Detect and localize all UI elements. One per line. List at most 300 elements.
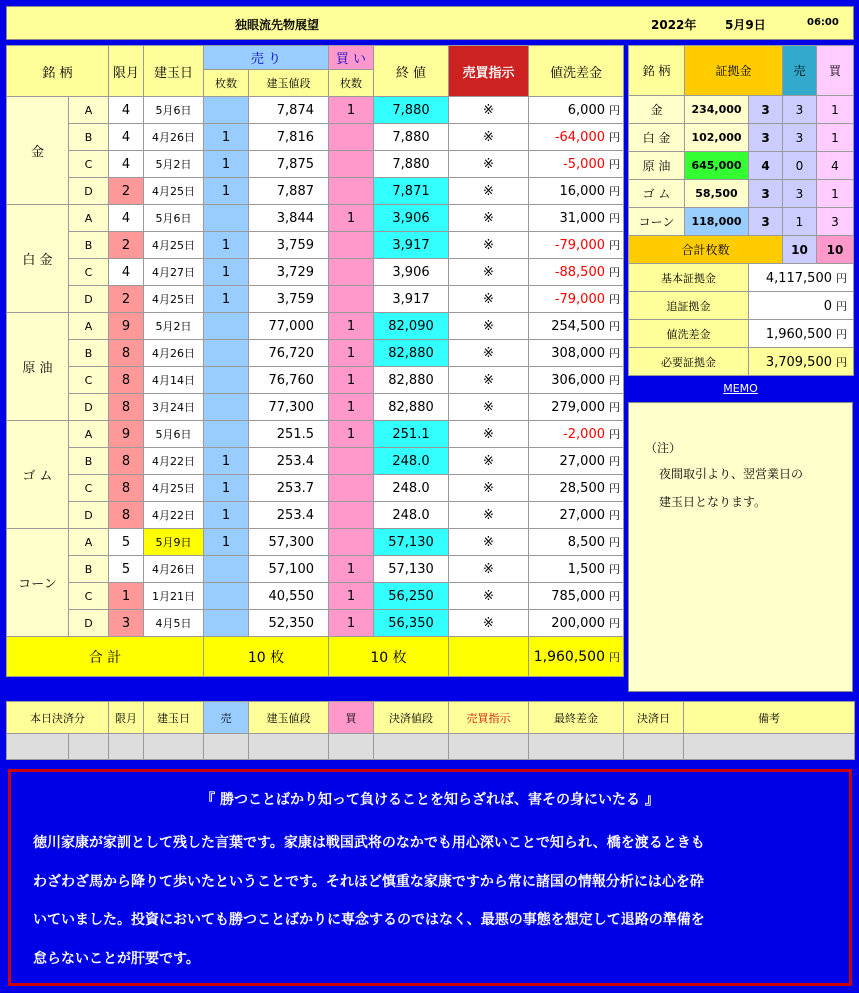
yen-unit: 円	[609, 563, 620, 576]
margin-total-buy: 10	[817, 236, 854, 264]
contract-label: A	[69, 313, 109, 340]
entry-price: 76,720	[249, 340, 329, 367]
margin-total-sell: 10	[783, 236, 817, 264]
entry-price: 3,729	[249, 259, 329, 286]
settle-empty-cell	[529, 734, 624, 760]
summary-amount: 3,709,500	[765, 354, 832, 370]
header-instruction[interactable]: 売買指示	[449, 46, 529, 97]
header-close: 終 値	[374, 46, 449, 97]
yen-unit: 円	[609, 482, 620, 495]
entry-price: 7,875	[249, 151, 329, 178]
diff-value: -5,000	[563, 157, 605, 172]
entry-date: 5月2日	[144, 151, 204, 178]
diff-value: 16,000	[559, 184, 605, 199]
settle-header: 備考	[684, 702, 855, 734]
table-row	[7, 232, 624, 259]
mark-to-market-diff	[529, 178, 624, 205]
margin-amount: 234,000	[685, 96, 749, 124]
entry-price: 57,100	[249, 556, 329, 583]
sell-count	[204, 340, 249, 367]
yen-unit: 円	[609, 401, 620, 414]
settle-empty-cell	[624, 734, 684, 760]
trade-instruction: ※	[449, 151, 529, 178]
diff-value: -79,000	[554, 292, 605, 307]
mark-to-market-diff	[529, 259, 624, 286]
buy-count	[329, 502, 374, 529]
mark-to-market-diff	[529, 151, 624, 178]
close-price: 56,350	[374, 610, 449, 637]
mark-to-market-diff	[529, 583, 624, 610]
summary-label: 基本証拠金	[629, 264, 749, 292]
entry-date: 4月26日	[144, 340, 204, 367]
buy-count: 1	[329, 583, 374, 610]
settle-empty-cell	[684, 734, 855, 760]
margin-summary-row	[629, 320, 854, 348]
summary-amount: 4,117,500	[765, 270, 832, 286]
buy-count: 1	[329, 367, 374, 394]
sell-count	[204, 97, 249, 124]
commodity-name: ゴ ム	[7, 421, 69, 529]
yen-unit: 円	[609, 239, 620, 252]
contract-label: B	[69, 448, 109, 475]
buy-count: 1	[329, 610, 374, 637]
entry-date: 4月22日	[144, 502, 204, 529]
trade-instruction: ※	[449, 610, 529, 637]
summary-label: 追証拠金	[629, 292, 749, 320]
mark-to-market-diff	[529, 502, 624, 529]
contract-label: D	[69, 394, 109, 421]
table-row	[7, 97, 624, 124]
trade-instruction: ※	[449, 232, 529, 259]
buy-count	[329, 448, 374, 475]
contract-label: A	[69, 421, 109, 448]
summary-value	[749, 320, 854, 348]
sell-count: 1	[204, 151, 249, 178]
entry-date: 3月24日	[144, 394, 204, 421]
entry-date: 5月6日	[144, 97, 204, 124]
header-entry-date: 建玉日	[144, 46, 204, 97]
yen-unit: 円	[609, 617, 620, 630]
settle-header: 本日決済分	[7, 702, 109, 734]
entry-price: 3,759	[249, 286, 329, 313]
yen-unit: 円	[609, 536, 620, 549]
buy-count: 1	[329, 313, 374, 340]
sell-count: 1	[204, 502, 249, 529]
diff-value: 785,000	[551, 589, 605, 604]
diff-value: -2,000	[563, 427, 605, 442]
margin-sell: 3	[783, 96, 817, 124]
entry-price: 77,000	[249, 313, 329, 340]
close-price: 82,880	[374, 340, 449, 367]
contract-month: 8	[109, 340, 144, 367]
mark-to-market-diff	[529, 286, 624, 313]
margin-summary-row	[629, 264, 854, 292]
table-row	[7, 394, 624, 421]
table-row	[7, 448, 624, 475]
memo-link[interactable]: MEMO	[723, 382, 758, 395]
contract-label: C	[69, 367, 109, 394]
entry-date: 4月14日	[144, 367, 204, 394]
yen-unit: 円	[609, 185, 620, 198]
yen-unit: 円	[609, 104, 620, 117]
margin-header-sell: 売	[783, 46, 817, 96]
close-price: 248.0	[374, 475, 449, 502]
mark-to-market-diff	[529, 529, 624, 556]
total-diff-value: 1,960,500	[533, 648, 605, 665]
entry-date: 5月6日	[144, 205, 204, 232]
yen-unit: 円	[609, 374, 620, 387]
contract-label: B	[69, 124, 109, 151]
total-diff	[529, 637, 624, 677]
close-price: 7,880	[374, 124, 449, 151]
header-brand: 銘 柄	[7, 46, 109, 97]
close-price: 248.0	[374, 502, 449, 529]
entry-date: 4月27日	[144, 259, 204, 286]
table-row	[7, 475, 624, 502]
table-row	[7, 178, 624, 205]
margin-sell: 0	[783, 152, 817, 180]
sell-count	[204, 421, 249, 448]
trade-instruction: ※	[449, 286, 529, 313]
settle-header: 建玉日	[144, 702, 204, 734]
summary-label: 必要証拠金	[629, 348, 749, 376]
entry-date: 4月26日	[144, 556, 204, 583]
memo-line-1: 夜間取引より、翌営業日の	[659, 467, 804, 481]
yen-unit: 円	[609, 509, 620, 522]
margin-commodity: コーン	[629, 208, 685, 236]
mark-to-market-diff	[529, 394, 624, 421]
close-price: 57,130	[374, 556, 449, 583]
table-row	[7, 151, 624, 178]
header-buy-count: 枚数	[329, 70, 374, 97]
margin-row	[629, 96, 854, 124]
entry-date: 5月9日	[144, 529, 204, 556]
contract-month: 9	[109, 313, 144, 340]
summary-value	[749, 348, 854, 376]
entry-date: 5月6日	[144, 421, 204, 448]
entry-price: 52,350	[249, 610, 329, 637]
mark-to-market-diff	[529, 313, 624, 340]
commodity-name: 原 油	[7, 313, 69, 421]
close-price: 3,906	[374, 259, 449, 286]
contract-label: C	[69, 151, 109, 178]
commodity-name: 金	[7, 97, 69, 205]
sell-count	[204, 583, 249, 610]
table-row	[7, 259, 624, 286]
table-row	[7, 286, 624, 313]
entry-price: 3,844	[249, 205, 329, 232]
diff-value: -88,500	[554, 265, 605, 280]
total-sell: 10 枚	[204, 637, 329, 677]
header-diff: 値洗差金	[529, 46, 624, 97]
trade-instruction: ※	[449, 448, 529, 475]
total-buy: 10 枚	[329, 637, 449, 677]
table-row	[7, 556, 624, 583]
entry-date: 4月25日	[144, 286, 204, 313]
contract-month: 8	[109, 367, 144, 394]
table-row	[7, 313, 624, 340]
trade-instruction: ※	[449, 178, 529, 205]
margin-amount: 58,500	[685, 180, 749, 208]
contract-month: 9	[109, 421, 144, 448]
sell-count	[204, 367, 249, 394]
contract-month: 2	[109, 178, 144, 205]
entry-price: 7,816	[249, 124, 329, 151]
entry-price: 253.4	[249, 502, 329, 529]
contract-month: 8	[109, 448, 144, 475]
margin-summary-row	[629, 348, 854, 376]
buy-count: 1	[329, 556, 374, 583]
sell-count: 1	[204, 475, 249, 502]
contract-month: 2	[109, 286, 144, 313]
settle-empty-cell	[249, 734, 329, 760]
trade-instruction: ※	[449, 502, 529, 529]
contract-label: C	[69, 583, 109, 610]
yen-unit: 円	[836, 355, 847, 369]
margin-header-margin: 証拠金	[685, 46, 783, 96]
table-row	[7, 205, 624, 232]
buy-count: 1	[329, 205, 374, 232]
trade-instruction: ※	[449, 367, 529, 394]
table-row	[7, 340, 624, 367]
margin-count: 3	[749, 180, 783, 208]
settlement-table	[6, 701, 855, 760]
mark-to-market-diff	[529, 97, 624, 124]
diff-value: 308,000	[551, 346, 605, 361]
table-row	[7, 124, 624, 151]
total-label: 合 計	[7, 637, 204, 677]
mark-to-market-diff	[529, 475, 624, 502]
page-title: 独眼流先物展望	[235, 18, 320, 32]
memo-line-2: 建玉日となります。	[659, 495, 767, 509]
margin-commodity: ゴ ム	[629, 180, 685, 208]
close-price: 82,090	[374, 313, 449, 340]
header-buy: 買 い	[329, 46, 374, 70]
entry-price: 57,300	[249, 529, 329, 556]
buy-count	[329, 259, 374, 286]
summary-label: 値洗差金	[629, 320, 749, 348]
entry-date: 4月25日	[144, 178, 204, 205]
diff-value: 31,000	[559, 211, 605, 226]
margin-commodity: 金	[629, 96, 685, 124]
margin-amount: 645,000	[685, 152, 749, 180]
margin-buy: 1	[817, 124, 854, 152]
quote-line: いていました。投資においても勝つことばかりに専念するのではなく、最悪の事態を想定して退路の準備を	[33, 912, 705, 928]
table-row	[7, 421, 624, 448]
margin-count: 4	[749, 152, 783, 180]
contract-label: A	[69, 205, 109, 232]
sell-count: 1	[204, 448, 249, 475]
sell-count: 1	[204, 178, 249, 205]
buy-count: 1	[329, 421, 374, 448]
trade-instruction: ※	[449, 124, 529, 151]
summary-amount: 0	[823, 298, 832, 314]
yen-unit: 円	[609, 293, 620, 306]
table-row	[7, 529, 624, 556]
buy-count: 1	[329, 97, 374, 124]
contract-month: 4	[109, 259, 144, 286]
settle-empty-cell	[374, 734, 449, 760]
margin-amount: 102,000	[685, 124, 749, 152]
mark-to-market-diff	[529, 448, 624, 475]
table-row	[7, 583, 624, 610]
entry-price: 40,550	[249, 583, 329, 610]
diff-value: 279,000	[551, 400, 605, 415]
sell-count	[204, 394, 249, 421]
settle-header: 決済日	[624, 702, 684, 734]
sell-count: 1	[204, 124, 249, 151]
margin-row	[629, 208, 854, 236]
trade-instruction: ※	[449, 421, 529, 448]
close-price: 248.0	[374, 448, 449, 475]
trade-instruction: ※	[449, 583, 529, 610]
trade-instruction: ※	[449, 205, 529, 232]
contract-month: 8	[109, 502, 144, 529]
sell-count: 1	[204, 259, 249, 286]
diff-value: 200,000	[551, 616, 605, 631]
contract-label: A	[69, 529, 109, 556]
settle-empty-cell	[7, 734, 69, 760]
yen-unit: 円	[609, 320, 620, 333]
summary-value	[749, 292, 854, 320]
close-price: 3,917	[374, 232, 449, 259]
contract-month: 3	[109, 610, 144, 637]
entry-date: 5月2日	[144, 313, 204, 340]
buy-count	[329, 286, 374, 313]
trade-instruction: ※	[449, 529, 529, 556]
header-entry-price: 建玉値段	[249, 70, 329, 97]
buy-count	[329, 232, 374, 259]
sell-count: 1	[204, 529, 249, 556]
sell-count	[204, 556, 249, 583]
trade-instruction: ※	[449, 340, 529, 367]
margin-count: 3	[749, 208, 783, 236]
margin-buy: 3	[817, 208, 854, 236]
contract-month: 4	[109, 97, 144, 124]
settle-empty-cell	[449, 734, 529, 760]
margin-commodity: 白 金	[629, 124, 685, 152]
entry-price: 77,300	[249, 394, 329, 421]
close-price: 251.1	[374, 421, 449, 448]
settle-header: 決済値段	[374, 702, 449, 734]
margin-header-brand: 銘 柄	[629, 46, 685, 96]
margin-sell: 3	[783, 124, 817, 152]
quote-body	[33, 824, 833, 978]
summary-value	[749, 264, 854, 292]
mark-to-market-diff	[529, 340, 624, 367]
mark-to-market-diff	[529, 124, 624, 151]
title-bar	[6, 6, 854, 40]
yen-unit: 円	[609, 347, 620, 360]
entry-price: 3,759	[249, 232, 329, 259]
margin-total-row	[629, 236, 854, 264]
diff-value: -64,000	[554, 130, 605, 145]
memo-note-label: （注）	[645, 441, 682, 455]
yen-unit: 円	[609, 455, 620, 468]
quote-box	[8, 769, 852, 986]
entry-date: 4月25日	[144, 475, 204, 502]
buy-count: 1	[329, 394, 374, 421]
close-price: 82,880	[374, 394, 449, 421]
contract-month: 4	[109, 124, 144, 151]
quote-line: わざわざ馬から降りて歩いたということです。それほど慎重な家康ですから常に諸国の情報分析には心を砕	[33, 873, 704, 890]
yen-unit: 円	[836, 299, 847, 313]
yen-unit: 円	[609, 131, 620, 144]
close-price: 7,880	[374, 151, 449, 178]
margin-total-label: 合計枚数	[629, 236, 783, 264]
settle-empty-cell	[204, 734, 249, 760]
trade-instruction: ※	[449, 556, 529, 583]
yen-unit: 円	[836, 327, 847, 341]
yen-unit: 円	[609, 428, 620, 441]
close-price: 56,250	[374, 583, 449, 610]
contract-label: A	[69, 97, 109, 124]
trade-instruction: ※	[449, 394, 529, 421]
contract-month: 2	[109, 232, 144, 259]
sell-count: 1	[204, 286, 249, 313]
title-time: 06:00	[807, 17, 839, 28]
diff-value: 306,000	[551, 373, 605, 388]
sell-count	[204, 313, 249, 340]
contract-month: 5	[109, 556, 144, 583]
margin-header-buy: 買	[817, 46, 854, 96]
settle-header: 売買指示	[449, 702, 529, 734]
yen-unit: 円	[609, 266, 620, 279]
margin-buy: 1	[817, 96, 854, 124]
positions-table	[6, 45, 624, 677]
mark-to-market-diff	[529, 232, 624, 259]
header-month: 限月	[109, 46, 144, 97]
yen-unit: 円	[609, 650, 620, 664]
table-row	[7, 610, 624, 637]
contract-label: D	[69, 610, 109, 637]
entry-date: 4月25日	[144, 232, 204, 259]
margin-row	[629, 180, 854, 208]
contract-label: B	[69, 556, 109, 583]
entry-date: 4月5日	[144, 610, 204, 637]
sell-count: 1	[204, 232, 249, 259]
trade-instruction: ※	[449, 313, 529, 340]
trade-instruction: ※	[449, 259, 529, 286]
trade-instruction: ※	[449, 475, 529, 502]
close-price: 57,130	[374, 529, 449, 556]
mark-to-market-diff	[529, 367, 624, 394]
margin-table	[628, 45, 854, 376]
margin-sell: 1	[783, 208, 817, 236]
settle-header: 売	[204, 702, 249, 734]
entry-price: 76,760	[249, 367, 329, 394]
settle-header: 限月	[109, 702, 144, 734]
buy-count: 1	[329, 340, 374, 367]
close-price: 3,917	[374, 286, 449, 313]
buy-count	[329, 151, 374, 178]
contract-label: D	[69, 286, 109, 313]
contract-label: D	[69, 178, 109, 205]
entry-price: 7,887	[249, 178, 329, 205]
title-date: 5月9日	[725, 18, 766, 32]
entry-price: 253.4	[249, 448, 329, 475]
contract-label: C	[69, 259, 109, 286]
diff-value: 27,000	[559, 454, 605, 469]
diff-value: 28,500	[559, 481, 605, 496]
settle-empty-cell	[109, 734, 144, 760]
close-price: 7,880	[374, 97, 449, 124]
mark-to-market-diff	[529, 205, 624, 232]
quote-line: 怠らないことが肝要です。	[33, 950, 200, 967]
contract-label: B	[69, 340, 109, 367]
diff-value: -79,000	[554, 238, 605, 253]
entry-price: 251.5	[249, 421, 329, 448]
